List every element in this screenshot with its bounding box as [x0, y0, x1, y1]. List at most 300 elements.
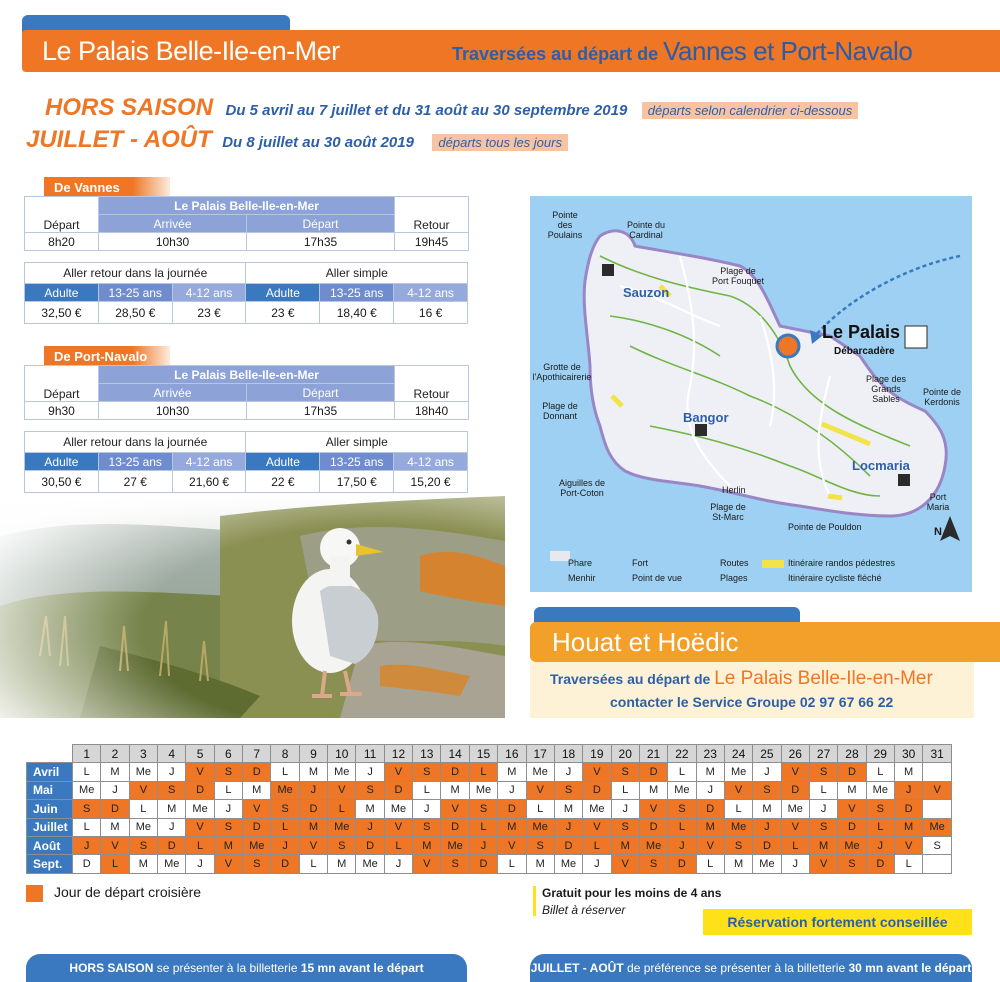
calendar-cell: J	[498, 781, 526, 799]
calendar-cell: J	[583, 855, 611, 873]
calendar-cell-departure: V	[214, 855, 242, 873]
calendar-cell: Me	[469, 781, 497, 799]
calendar-cell-departure: L	[271, 818, 299, 836]
map-label-donnant: Plage de Donnant	[542, 401, 578, 421]
calendar-cell-departure: S	[271, 800, 299, 818]
vannes-time: 17h35	[247, 233, 395, 251]
calendar-cell-departure: S	[243, 855, 271, 873]
map-town-sauzon: Sauzon	[623, 285, 670, 300]
vannes-h-arrivee: Arrivée	[99, 215, 247, 233]
calendar-cell-departure: V	[639, 800, 667, 818]
calendar-month-name: Août	[27, 836, 73, 854]
cat-adulte: Adulte	[25, 284, 99, 302]
calendar-cell: Me	[186, 800, 214, 818]
calendar-day-number: 12	[384, 745, 412, 763]
cat-13-25: 13-25 ans	[320, 284, 394, 302]
calendar-cell-departure: S	[611, 763, 639, 781]
calendar-cell-departure: Me	[923, 818, 952, 836]
season-hors-note: départs selon calendrier ci-dessous	[642, 102, 859, 119]
calendar-cell-departure: Me	[271, 781, 299, 799]
calendar-cell: L	[696, 855, 724, 873]
calendar-day-number: 4	[158, 745, 186, 763]
calendar-cell-departure: S	[668, 800, 696, 818]
footer-right-bold2: 30 mn avant le départ	[848, 961, 972, 975]
calendar-month-row	[27, 818, 952, 836]
vannes-price: 32,50 €	[25, 302, 99, 324]
pn-time: 18h40	[395, 402, 469, 420]
calendar-cell-departure: M	[894, 818, 922, 836]
calendar-cell: Me	[724, 763, 752, 781]
calendar-cell: Me	[129, 763, 157, 781]
legend-plages: Plages	[720, 573, 748, 583]
calendar-cell-departure: D	[243, 763, 271, 781]
calendar-cell-departure: L	[668, 818, 696, 836]
vannes-h-depart: Départ	[25, 197, 99, 233]
calendar-cell: L	[894, 855, 922, 873]
calendar-cell-departure: D	[271, 855, 299, 873]
calendar-cell: J	[158, 818, 186, 836]
calendar-cell-departure: D	[299, 800, 327, 818]
pn-price: 15,20 €	[394, 471, 468, 493]
calendar-day-number: 9	[299, 745, 327, 763]
calendar-day-number: 11	[356, 745, 384, 763]
calendar-cell-departure: J	[554, 818, 582, 836]
calendar-cell-departure: Me	[724, 818, 752, 836]
cat-4-12: 4-12 ans	[394, 284, 468, 302]
map-label-aiguilles: Aiguilles de Port-Coton	[558, 478, 606, 498]
calendar-cell-departure: J	[271, 836, 299, 854]
pn-ar-label: Aller retour dans la journée	[25, 432, 246, 453]
calendar-month-name: Mai	[27, 781, 73, 799]
calendar-day-number: 1	[73, 745, 101, 763]
cat-4-12: 4-12 ans	[394, 453, 468, 471]
calendar-cell-departure: S	[639, 855, 667, 873]
calendar-cell-departure: V	[101, 836, 129, 854]
calendar-cell-departure: M	[809, 836, 837, 854]
calendar-cell-departure: L	[583, 836, 611, 854]
calendar-cell: M	[101, 818, 129, 836]
calendar-month-row	[27, 836, 952, 854]
calendar-cell: L	[299, 855, 327, 873]
calendar-day-number: 27	[809, 745, 837, 763]
pn-price: 30,50 €	[25, 471, 99, 493]
footer-left-bold2: 15 mn avant le départ	[300, 961, 424, 975]
island-map	[530, 196, 972, 592]
calendar-month-row	[27, 800, 952, 818]
map-label-grands-sables: Plage des Grands Sables	[865, 374, 907, 404]
calendar-cell-departure: S	[809, 818, 837, 836]
calendar-cell: L	[498, 855, 526, 873]
calendar-cell-departure: V	[384, 818, 412, 836]
vannes-h-retour: Retour	[395, 197, 469, 233]
calendar-cell-departure: S	[724, 836, 752, 854]
map-label-kerdonis: Pointe de Kerdonis	[922, 387, 962, 407]
cat-4-12: 4-12 ans	[172, 284, 246, 302]
cat-adulte: Adulte	[246, 284, 320, 302]
season-ete-dates: Du 8 juillet au 30 août 2019	[222, 134, 414, 151]
calendar-cell-departure: J	[299, 781, 327, 799]
calendar-cell-departure: S	[526, 836, 554, 854]
portnavalo-schedule	[24, 365, 469, 420]
ferry-icon	[905, 326, 927, 348]
calendar-day-number: 3	[129, 745, 157, 763]
calendar-day-number: 29	[866, 745, 894, 763]
calendar-cell: L	[129, 800, 157, 818]
vannes-time: 10h30	[99, 233, 247, 251]
calendar-cell-departure: V	[186, 818, 214, 836]
calendar-cell-departure: J	[469, 836, 497, 854]
calendar-day-number: 6	[214, 745, 242, 763]
calendar-cell-departure: V	[611, 855, 639, 873]
calendar-cell: J	[356, 763, 384, 781]
legend-yellow-rule	[533, 886, 536, 916]
seagull-photo	[0, 496, 505, 718]
calendar-cell-departure: Me	[243, 836, 271, 854]
calendar-day-number: 23	[696, 745, 724, 763]
calendar-cell: Me	[158, 855, 186, 873]
legend-swatch	[762, 560, 784, 568]
pn-price: 21,60 €	[172, 471, 246, 493]
footer-left-text: se présenter à la billetterie	[156, 961, 298, 975]
calendar-cell-departure: D	[186, 781, 214, 799]
season-ete	[26, 126, 926, 156]
pn-h-depart: Départ	[25, 366, 99, 402]
cat-adulte: Adulte	[246, 453, 320, 471]
calendar-cell: D	[73, 855, 101, 873]
vannes-price: 23 €	[172, 302, 246, 324]
calendar-cell-departure: D	[441, 818, 469, 836]
calendar-cell-departure: V	[526, 781, 554, 799]
calendar-cell: Me	[781, 800, 809, 818]
calendar-cell-departure: J	[668, 836, 696, 854]
calendar-cell: L	[413, 781, 441, 799]
calendar-cell: M	[554, 800, 582, 818]
calendar-day-number: 26	[781, 745, 809, 763]
season-hors	[45, 94, 945, 124]
calendar-cell-departure: S	[214, 763, 242, 781]
calendar-cell-departure: V	[781, 763, 809, 781]
pn-price: 17,50 €	[320, 471, 394, 493]
legend-billet: Billet à réserver	[542, 903, 626, 917]
calendar-cell-departure: J	[894, 781, 922, 799]
calendar-cell-departure: V	[923, 781, 952, 799]
calendar-cell-departure: D	[639, 763, 667, 781]
reservation-banner: Réservation fortement conseillée	[703, 909, 972, 935]
calendar-month-row	[27, 763, 952, 781]
calendar-cell-departure: D	[384, 781, 412, 799]
calendar-cell: L	[73, 763, 101, 781]
calendar-cell-departure: J	[753, 818, 781, 836]
vannes-price: 18,40 €	[320, 302, 394, 324]
calendar-cell: Me	[583, 800, 611, 818]
calendar-month-name: Sept.	[27, 855, 73, 873]
calendar-cell: M	[356, 800, 384, 818]
calendar-cell-departure: S	[838, 855, 866, 873]
calendar-cell-departure: V	[441, 800, 469, 818]
calendar-day-number: 25	[753, 745, 781, 763]
calendar-cell-departure: M	[413, 836, 441, 854]
map-label-poulains: Pointe des Poulains	[547, 210, 583, 240]
houat-line1-prefix: Traversées au départ de	[550, 671, 711, 687]
calendar-cell-departure: S	[214, 818, 242, 836]
calendar-cell: L	[526, 800, 554, 818]
legend-menhir: Menhir	[568, 573, 596, 583]
calendar-cell-departure: V	[328, 781, 356, 799]
calendar-cell: J	[611, 800, 639, 818]
calendar-cell: J	[809, 800, 837, 818]
calendar-cell: M	[441, 781, 469, 799]
map-label-port-maria: Port Maria	[926, 492, 950, 512]
fort-icon	[602, 264, 614, 276]
map-label-cardinal: Pointe du Cardinal	[626, 220, 666, 240]
calendar-cell: Me	[129, 818, 157, 836]
vannes-as-label: Aller simple	[246, 263, 468, 284]
calendar-cell: M	[894, 763, 922, 781]
calendar-cell-departure: V	[243, 800, 271, 818]
calendar-cell: M	[328, 855, 356, 873]
pn-time: 17h35	[247, 402, 395, 420]
departure-calendar	[26, 744, 952, 874]
calendar-day-number: 13	[413, 745, 441, 763]
legend-vue: Point de vue	[632, 573, 683, 583]
calendar-cell-departure: Me	[328, 818, 356, 836]
calendar-cell-departure: S	[413, 818, 441, 836]
calendar-cell-departure: L	[186, 836, 214, 854]
footer-hors-saison	[26, 954, 467, 982]
calendar-cell: Me	[356, 855, 384, 873]
legend-rando: Itinéraire randos pédestres	[788, 558, 896, 568]
compass-icon	[940, 516, 960, 541]
calendar-cell-departure: V	[696, 836, 724, 854]
calendar-cell-departure: V	[498, 836, 526, 854]
calendar-cell: J	[554, 763, 582, 781]
calendar-cell-departure: L	[101, 855, 129, 873]
footer-ete	[530, 954, 972, 982]
map-town-locmaria: Locmaria	[852, 458, 910, 473]
calendar-cell-departure: L	[384, 836, 412, 854]
calendar-cell-departure: D	[838, 818, 866, 836]
footer-right-bold: JUILLET - AOÛT	[530, 961, 624, 975]
calendar-day-number: 22	[668, 745, 696, 763]
calendar-cell-departure: S	[328, 836, 356, 854]
houat-line2: contacter le Service Groupe 02 97 67 66 22	[610, 694, 894, 710]
calendar-cell: J	[413, 800, 441, 818]
page-title: Le Palais Belle-Ile-en-Mer	[42, 36, 340, 66]
calendar-cell: J	[753, 763, 781, 781]
footer-right-text: de préférence se présenter à la billetterie	[627, 961, 846, 975]
map-label-fouquet: Plage de Port Fouquet	[711, 266, 765, 286]
calendar-cell-departure: V	[583, 818, 611, 836]
calendar-cell-departure: S	[753, 781, 781, 799]
vannes-prices	[24, 262, 468, 324]
calendar-cell-departure: D	[101, 800, 129, 818]
calendar-cell: J	[186, 855, 214, 873]
calendar-cell-departure: D	[498, 800, 526, 818]
season-hors-dates: Du 5 avril au 7 juillet et du 31 août au 30 septembre 2019	[225, 102, 628, 119]
fort-icon	[695, 424, 707, 436]
legend-fort: Fort	[632, 558, 649, 568]
calendar-cell: Me	[526, 763, 554, 781]
calendar-cell-departure: V	[299, 836, 327, 854]
calendar-cell: Me	[866, 781, 894, 799]
vannes-tag: De Vannes	[44, 177, 170, 198]
calendar-cell-departure: D	[866, 855, 894, 873]
calendar-day-number: 17	[526, 745, 554, 763]
calendar-cell-departure: Me	[526, 818, 554, 836]
calendar-cell-departure: D	[639, 818, 667, 836]
calendar-cell: L	[809, 781, 837, 799]
calendar-cell: J	[696, 781, 724, 799]
calendar-cell-departure: D	[668, 855, 696, 873]
calendar-day-number: 16	[498, 745, 526, 763]
map-town-bangor: Bangor	[683, 410, 729, 425]
calendar-cell-departure: L	[781, 836, 809, 854]
calendar-cell-departure: S	[866, 800, 894, 818]
calendar-cell-departure: D	[356, 836, 384, 854]
calendar-cell-departure: S	[441, 855, 469, 873]
calendar-cell-departure: V	[384, 763, 412, 781]
calendar-day-number: 8	[271, 745, 299, 763]
pn-as-label: Aller simple	[246, 432, 468, 453]
calendar-month-row	[27, 855, 952, 873]
cat-13-25: 13-25 ans	[98, 284, 172, 302]
legend-phare: Phare	[568, 558, 593, 568]
calendar-cell-departure: D	[441, 763, 469, 781]
calendar-cell-departure: V	[894, 836, 922, 854]
pn-h-depart2: Départ	[247, 384, 395, 402]
calendar-cell-departure: M	[498, 818, 526, 836]
vannes-time: 19h45	[395, 233, 469, 251]
cat-adulte: Adulte	[25, 453, 99, 471]
pn-h-retour: Retour	[395, 366, 469, 402]
route-places: Vannes et Port-Navalo	[663, 36, 913, 66]
calendar-cell-departure: D	[696, 800, 724, 818]
calendar-cell	[923, 855, 952, 873]
legend-cycliste: Itinéraire cycliste fléché	[788, 573, 882, 583]
calendar-cell-departure: M	[696, 818, 724, 836]
calendar-cell-departure: Me	[639, 836, 667, 854]
calendar-cell-departure: L	[328, 800, 356, 818]
houat-line1	[550, 668, 960, 690]
calendar-cell: M	[243, 781, 271, 799]
pn-price: 22 €	[246, 471, 320, 493]
calendar-day-number: 18	[554, 745, 582, 763]
pn-h-arrivee: Arrivée	[99, 384, 247, 402]
calendar-day-number: 5	[186, 745, 214, 763]
route-prefix: Traversées au départ de	[452, 44, 659, 64]
calendar-cell: M	[101, 763, 129, 781]
calendar-cell: Me	[554, 855, 582, 873]
calendar-cell: Me	[753, 855, 781, 873]
calendar-cell-departure: M	[214, 836, 242, 854]
pn-time: 9h30	[25, 402, 99, 420]
calendar-day-number: 10	[328, 745, 356, 763]
calendar-cell-departure: M	[611, 836, 639, 854]
calendar-cell-departure: S	[611, 818, 639, 836]
calendar-cell-departure: D	[781, 781, 809, 799]
calendar-cell-departure: J	[73, 836, 101, 854]
map-label-st-marc: Plage de St-Marc	[710, 502, 746, 522]
cat-13-25: 13-25 ans	[320, 453, 394, 471]
calendar-cell: L	[611, 781, 639, 799]
calendar-cell: M	[838, 781, 866, 799]
houat-line1-place: Le Palais Belle-Ile-en-Mer	[714, 668, 933, 689]
calendar-cell: J	[101, 781, 129, 799]
calendar-month-name: Juin	[27, 800, 73, 818]
calendar-cell: M	[158, 800, 186, 818]
season-ete-label: JUILLET - AOÛT	[26, 126, 212, 153]
footer-left-bold: HORS SAISON	[69, 961, 154, 975]
map-label-pouldon: Pointe de Pouldon	[788, 522, 862, 532]
calendar-cell: M	[498, 763, 526, 781]
season-hors-label: HORS SAISON	[45, 94, 214, 121]
calendar-cell: L	[271, 763, 299, 781]
pn-dest: Le Palais Belle-Ile-en-Mer	[99, 366, 395, 384]
vannes-h-depart2: Départ	[247, 215, 395, 233]
legend-depart: Jour de départ croisière	[54, 884, 202, 900]
calendar-cell: J	[384, 855, 412, 873]
calendar-cell-departure: L	[469, 818, 497, 836]
map-label-herlin: Herlin	[722, 485, 746, 495]
calendar-corner	[27, 745, 73, 763]
calendar-cell: M	[724, 855, 752, 873]
fort-icon	[898, 474, 910, 486]
cat-13-25: 13-25 ans	[98, 453, 172, 471]
calendar-cell: J	[214, 800, 242, 818]
calendar-month-name: Avril	[27, 763, 73, 781]
calendar-day-number: 15	[469, 745, 497, 763]
calendar-cell-departure: L	[866, 818, 894, 836]
vannes-price: 28,50 €	[98, 302, 172, 324]
calendar-day-number: 30	[894, 745, 922, 763]
calendar-cell-departure: S	[554, 781, 582, 799]
portnavalo-prices	[24, 431, 468, 493]
calendar-cell-departure: J	[356, 818, 384, 836]
calendar-cell-departure: D	[158, 836, 186, 854]
calendar-cell: M	[639, 781, 667, 799]
calendar-cell-departure: V	[724, 781, 752, 799]
houat-title: Houat et Hoëdic	[552, 627, 739, 657]
calendar-cell-departure: D	[894, 800, 922, 818]
calendar-cell-departure: J	[866, 836, 894, 854]
calendar-cell-departure: V	[129, 781, 157, 799]
calendar-day-number: 14	[441, 745, 469, 763]
calendar-cell: Me	[668, 781, 696, 799]
portnavalo-tag: De Port-Navalo	[44, 346, 170, 367]
calendar-day-number: 21	[639, 745, 667, 763]
calendar-cell-departure: D	[583, 781, 611, 799]
vannes-dest: Le Palais Belle-Ile-en-Mer	[99, 197, 395, 215]
calendar-cell: M	[299, 763, 327, 781]
legend-routes: Routes	[720, 558, 749, 568]
calendar-cell: L	[866, 763, 894, 781]
map-north: N	[934, 526, 942, 538]
vannes-schedule	[24, 196, 469, 251]
map-debarcadere: Débarcadère	[834, 346, 895, 357]
calendar-day-number: 2	[101, 745, 129, 763]
vannes-time: 8h20	[25, 233, 99, 251]
calendar-day-number: 20	[611, 745, 639, 763]
calendar-cell: J	[158, 763, 186, 781]
legend-orange-square	[26, 885, 43, 902]
calendar-cell: L	[73, 818, 101, 836]
calendar-cell-departure: V	[583, 763, 611, 781]
calendar-cell-departure: S	[413, 763, 441, 781]
calendar-cell-departure: Me	[441, 836, 469, 854]
calendar-cell-departure: V	[838, 800, 866, 818]
calendar-cell-departure: L	[469, 763, 497, 781]
calendar-cell: J	[781, 855, 809, 873]
